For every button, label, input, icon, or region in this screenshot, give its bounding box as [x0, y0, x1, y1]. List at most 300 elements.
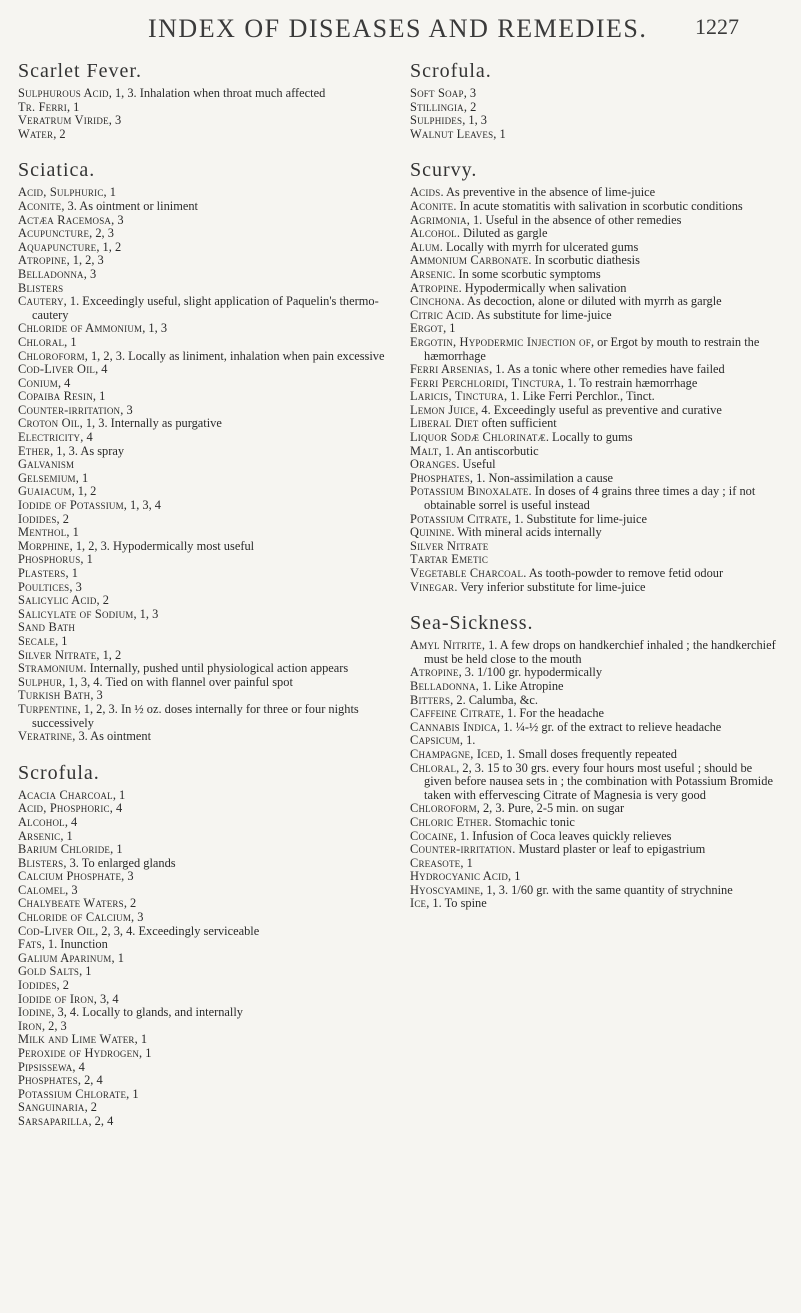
left-column — [18, 60, 390, 1147]
index-entry — [18, 1006, 390, 1020]
index-entry — [18, 730, 390, 744]
remedy-note: , 1 — [112, 787, 126, 802]
remedy-note: . Locally to gums — [545, 430, 633, 445]
index-entry — [18, 282, 390, 296]
remedy-note: , 3. 1/100 gr. hypodermically — [458, 665, 603, 680]
remedy-note: , 2, 4 — [88, 1113, 114, 1128]
remedy-name: Gold Salts — [18, 964, 80, 979]
remedy-note: , 1. To spine — [426, 896, 487, 911]
index-entry — [18, 268, 390, 282]
index-entry — [18, 843, 390, 857]
remedy-note: , 1 — [139, 1046, 152, 1060]
remedy-note: , 2. Calumba, &c. — [450, 692, 538, 707]
remedy-note: , 1 — [80, 552, 93, 567]
remedy-name: Chloroform — [18, 348, 85, 363]
remedy-name: Silver Nitrate — [410, 538, 489, 553]
remedy-name: Veratrum Viride — [18, 113, 109, 128]
remedy-name: Iron — [18, 1018, 42, 1033]
remedy-name: Laricis, Tinctura — [410, 389, 505, 404]
remedy-name: Acid, Phosphoric — [18, 801, 110, 816]
remedy-name: Ice — [410, 896, 427, 911]
remedy-name: Copaiba Resin — [18, 389, 93, 404]
remedy-name: Caffeine Citrate — [410, 706, 501, 721]
remedy-note: , 1, 2 — [96, 647, 122, 662]
remedy-name: Vinegar — [410, 579, 455, 594]
remedy-note: , 1 — [493, 126, 506, 141]
remedy-name: Secale — [18, 633, 56, 648]
remedy-name: Atropine — [410, 280, 459, 295]
remedy-name: Conium — [18, 375, 58, 390]
section-sea-sickness — [410, 612, 780, 911]
right-column — [410, 60, 780, 929]
remedy-note: , 1, 3. Inhalation when throat much affected — [108, 86, 326, 100]
index-entry — [18, 417, 390, 431]
remedy-note: , 1 — [75, 470, 89, 485]
index-entry — [18, 540, 390, 554]
remedy-name: Chalybeate Waters — [18, 896, 124, 911]
index-entry — [410, 485, 780, 512]
remedy-note: , 1 — [103, 185, 116, 200]
remedy-name: Cocaine — [410, 828, 454, 843]
page-number: 1227 — [695, 14, 739, 39]
remedy-note: , 3 — [90, 688, 103, 703]
index-entry — [18, 689, 390, 703]
remedy-name: Silver Nitrate — [18, 647, 97, 662]
remedy-name: Stramonium — [18, 661, 84, 676]
index-entry — [18, 295, 390, 322]
remedy-note: , 1. Inunction — [41, 937, 108, 952]
remedy-note: . Mustard plaster or leaf to epigastrium — [512, 842, 706, 857]
remedy-note: , 1 — [443, 321, 456, 336]
index-entry — [18, 128, 390, 142]
remedy-name: Chloral — [410, 760, 457, 775]
remedy-name: Sarsaparilla — [18, 1113, 89, 1128]
remedy-name: Aconite — [18, 198, 62, 213]
index-entry — [18, 830, 390, 844]
remedy-note: . Locally with myrrh for ulcerated gums — [439, 239, 639, 254]
remedy-name: Cautery — [18, 294, 64, 309]
remedy-name: Vegetable Charcoal — [410, 566, 524, 580]
remedy-name: Belladonna — [410, 678, 476, 693]
remedy-name: Tartar Emetic — [410, 552, 489, 567]
remedy-name: Acid, Sulphuric — [18, 185, 104, 200]
index-entry — [18, 390, 390, 404]
remedy-name: Potassium Citrate — [410, 511, 508, 526]
remedy-note: , 3 — [120, 402, 133, 417]
remedy-note: , 1 — [66, 525, 79, 540]
index-entry — [410, 431, 780, 445]
index-entry — [18, 1061, 390, 1075]
remedy-name: Iodides — [18, 978, 57, 993]
remedy-name: Turpentine — [18, 701, 78, 716]
index-entry — [410, 227, 780, 241]
index-entry — [18, 979, 390, 993]
index-entry — [410, 707, 780, 721]
remedy-note: , 1, 3 — [462, 113, 487, 128]
remedy-note: , 1 — [92, 389, 106, 404]
remedy-name: Acacia Charcoal — [18, 787, 113, 802]
remedy-note: . Diluted as gargle — [456, 226, 548, 241]
remedy-name: Blisters — [18, 855, 64, 870]
remedy-note: . In scorbutic diathesis — [528, 253, 640, 268]
remedy-name: Croton Oil — [18, 416, 80, 431]
remedy-note: , 2, 3. 15 to 30 grs. every four hours most useful ; should be given before nausea sets in ; the combination with Potassium Bromide taken with effervescing Citrate of Magnesia is very good — [424, 760, 773, 802]
remedy-note: , 2 — [96, 593, 109, 608]
remedy-name: Iodine — [18, 1005, 52, 1020]
remedy-note: , 2 — [53, 126, 66, 141]
index-entry — [18, 254, 390, 268]
remedy-note: , 3, 4 — [93, 991, 119, 1006]
index-entry — [18, 553, 390, 567]
remedy-note: , 1 — [460, 855, 473, 870]
index-entry — [18, 227, 390, 241]
index-entry — [18, 676, 390, 690]
remedy-note: . As preventive in the absence of lime-juice — [440, 185, 656, 200]
remedy-note: . Useful — [456, 457, 496, 472]
index-entry — [18, 114, 390, 128]
remedy-note: , 1, 3 — [142, 321, 168, 336]
index-entry — [410, 694, 780, 708]
remedy-name: Menthol — [18, 525, 67, 540]
remedy-name: Agrimonia — [410, 212, 467, 227]
index-entry — [18, 884, 390, 898]
index-entry — [410, 363, 780, 377]
remedy-note: , 1 — [60, 828, 73, 843]
remedy-note: , 2, 3. Pure, 2-5 min. on sugar — [476, 801, 625, 816]
remedy-name: Creasote — [410, 855, 461, 870]
index-entry — [410, 404, 780, 418]
index-entry — [410, 282, 780, 296]
remedy-note: , 3 — [69, 579, 82, 594]
remedy-note: , 3 — [463, 86, 477, 100]
index-entry — [18, 938, 390, 952]
index-entry — [18, 87, 390, 101]
remedy-note: , 2 — [463, 99, 477, 114]
index-entry — [18, 870, 390, 884]
remedy-name: Phosphorus — [18, 552, 81, 567]
index-entry — [18, 1115, 390, 1129]
remedy-name: Alum — [410, 239, 440, 254]
remedy-note: , 1 — [55, 633, 68, 648]
index-entry — [18, 649, 390, 663]
index-entry — [18, 1047, 390, 1061]
remedy-note: , 2, 4 — [77, 1073, 103, 1088]
remedy-note: , 3. As ointment — [72, 729, 152, 744]
remedy-note: , 1, 2, 3 — [66, 253, 104, 268]
remedy-note: , 1, 2, 3. Locally as liniment, inhalation when pain excessive — [84, 348, 385, 363]
remedy-note: , 3. To enlarged glands — [63, 855, 176, 870]
remedy-note: , 2, 3 — [89, 226, 114, 241]
remedy-name: Iodide of Potassium — [18, 498, 124, 513]
index-entry — [410, 417, 780, 431]
remedy-name: Peroxide of Hydrogen — [18, 1046, 140, 1060]
remedy-note: , 3 — [131, 910, 144, 925]
index-entry — [18, 1074, 390, 1088]
index-entry — [410, 114, 780, 128]
remedy-note: , 3 — [111, 212, 124, 227]
index-entry — [410, 666, 780, 680]
remedy-note: , 2 — [56, 511, 69, 526]
remedy-note: , 1. Exceedingly useful, slight application of Paquelin's thermo-cautery — [32, 294, 379, 322]
remedy-note: , 1. As a tonic where other remedies have failed — [489, 362, 725, 377]
index-entry — [410, 214, 780, 228]
remedy-name: Barium Chloride — [18, 842, 111, 857]
remedy-name: Bitters — [410, 692, 451, 707]
remedy-name: Alcohol — [410, 226, 457, 241]
index-entry — [410, 870, 780, 884]
remedy-note: , 1 — [508, 869, 521, 884]
index-entry — [18, 621, 390, 635]
remedy-name: Sanguinaria — [18, 1100, 85, 1115]
index-entry — [410, 445, 780, 459]
remedy-name: Malt — [410, 443, 439, 458]
remedy-note: , 4 — [57, 375, 71, 390]
remedy-note: , 3 — [121, 869, 134, 884]
remedy-name: Aquapuncture — [18, 239, 97, 254]
remedy-note: , 1 — [64, 334, 77, 349]
remedy-note: , 2 — [56, 978, 69, 993]
remedy-note: , 1, 3 — [133, 606, 159, 621]
index-entry — [18, 662, 390, 676]
remedy-note: . Very inferior substitute for lime-juice — [454, 579, 646, 594]
remedy-name: Gelsemium — [18, 470, 76, 485]
remedy-note: , 4 — [80, 430, 93, 445]
remedy-name: Pipsissewa — [18, 1059, 73, 1074]
index-entry — [410, 390, 780, 404]
index-entry — [18, 567, 390, 581]
remedy-note: . In acute stomatitis with salivation in scorbutic conditions — [453, 198, 743, 213]
remedy-note: . As decoction, alone or diluted with myrrh as gargle — [461, 294, 722, 309]
index-entry — [410, 254, 780, 268]
remedy-note: , 1. Useful in the absence of other remedies — [466, 212, 682, 227]
index-entry — [410, 734, 780, 748]
section-heading: Scrofula. — [410, 60, 492, 82]
index-entry — [410, 843, 780, 857]
remedy-name: Lemon Juice — [410, 402, 476, 417]
remedy-name: Milk and Lime Water — [18, 1032, 135, 1047]
remedy-note: , 2 — [123, 896, 137, 911]
remedy-name: Oranges — [410, 457, 457, 472]
remedy-note: , 1. Non-assimilation a cause — [469, 470, 614, 485]
index-entry — [18, 1101, 390, 1115]
index-entry — [410, 802, 780, 816]
index-entry — [410, 639, 780, 666]
remedy-name: Ergot — [410, 321, 444, 336]
index-entry — [410, 884, 780, 898]
index-entry — [18, 101, 390, 115]
section-sciatica — [18, 159, 390, 743]
page-title: INDEX OF DISEASES AND REMEDIES. — [148, 14, 648, 43]
index-entry — [410, 897, 780, 911]
remedy-name: Liquor Sodæ Chlorinatæ — [410, 430, 546, 445]
index-entry — [18, 350, 390, 364]
index-entry — [410, 186, 780, 200]
index-entry — [410, 128, 780, 142]
remedy-note: . Hypodermically when salivation — [458, 280, 627, 295]
index-entry — [410, 322, 780, 336]
remedy-note: , 1. Substitute for lime-juice — [507, 511, 647, 526]
index-entry — [18, 703, 390, 730]
remedy-note: , 1. An antiscorbutic — [438, 443, 539, 458]
remedy-note: . With mineral acids internally — [451, 525, 602, 540]
remedy-note: , 1. For the headache — [500, 706, 605, 721]
remedy-note: , 1, 2 — [96, 239, 122, 254]
index-entry — [410, 200, 780, 214]
remedy-name: Galvanism — [18, 457, 75, 472]
index-entry — [410, 830, 780, 844]
remedy-name: Atropine — [18, 253, 67, 268]
section-scarlet-fever — [18, 60, 390, 141]
index-entry — [18, 857, 390, 871]
remedy-note: , 2, 3, 4. Exceedingly serviceable — [95, 923, 260, 938]
remedy-name: Sulphides — [410, 113, 463, 128]
index-entry — [18, 635, 390, 649]
remedy-note: , 1. Small doses frequently repeated — [499, 746, 677, 761]
index-entry — [410, 336, 780, 363]
remedy-name: Aconite — [410, 198, 454, 213]
remedy-name: Walnut Leaves — [410, 126, 494, 141]
remedy-name: Chloride of Calcium — [18, 910, 132, 925]
remedy-name: Cod-Liver Oil — [18, 362, 96, 377]
section-heading: Sciatica. — [18, 159, 96, 182]
index-entry — [18, 581, 390, 595]
index-entry — [18, 816, 390, 830]
remedy-note: , 1, 3. 1/60 gr. with the same quantity of strychnine — [480, 882, 733, 897]
remedy-name: Plasters — [18, 566, 66, 580]
index-entry — [410, 87, 780, 101]
remedy-name: Blisters — [18, 280, 64, 295]
index-entry — [18, 1088, 390, 1102]
index-entry — [18, 200, 390, 214]
remedy-name: Soft Soap — [410, 86, 464, 100]
remedy-note: , 1 — [66, 99, 80, 114]
index-entry — [410, 309, 780, 323]
remedy-name: Belladonna — [18, 266, 84, 281]
index-entry — [410, 513, 780, 527]
index-entry — [18, 965, 390, 979]
remedy-note: , 1. Like Ferri Perchlor., Tinct. — [504, 389, 655, 404]
remedy-name: Iodide of Iron — [18, 991, 94, 1006]
remedy-name: Electricity — [18, 430, 81, 445]
index-entry — [18, 363, 390, 377]
remedy-note: , 1. — [459, 733, 476, 748]
remedy-name: Hydrocyanic Acid — [410, 869, 509, 884]
remedy-name: Alcohol — [18, 814, 65, 829]
remedy-name: Sand Bath — [18, 620, 76, 635]
remedy-note: , 4 — [95, 362, 108, 377]
remedy-note: , 4 — [64, 814, 78, 829]
remedy-note: , 3 — [108, 113, 122, 128]
remedy-name: Calcium Phosphate — [18, 869, 122, 884]
remedy-note: . As substitute for lime-juice — [470, 307, 612, 322]
remedy-note: . In some scorbutic symptoms — [452, 266, 601, 281]
index-entry — [18, 1020, 390, 1034]
remedy-name: Potassium Binoxalate — [410, 484, 529, 499]
index-entry — [18, 445, 390, 459]
remedy-name: Veratrine — [18, 729, 73, 744]
index-entry — [18, 499, 390, 513]
index-entry — [18, 526, 390, 540]
section-heading: Scrofula. — [18, 761, 100, 784]
remedy-name: Ferri Arsenias — [410, 362, 490, 377]
remedy-name: Calomel — [18, 882, 66, 897]
remedy-name: Actæa Racemosa — [18, 212, 112, 227]
index-entry — [410, 816, 780, 830]
remedy-name: Acids — [410, 185, 441, 200]
remedy-name: Hyoscyamine — [410, 882, 481, 897]
remedy-note: , 2 — [84, 1100, 97, 1115]
index-entry — [410, 581, 780, 595]
remedy-name: Arsenic — [18, 828, 61, 843]
index-entry — [410, 526, 780, 540]
remedy-name: Citric Acid — [410, 307, 471, 322]
remedy-name: Guaiacum — [18, 484, 72, 499]
index-entry — [18, 993, 390, 1007]
index-entry — [18, 608, 390, 622]
remedy-name: Stillingia — [410, 99, 464, 114]
remedy-note: , 1, 2 — [71, 484, 97, 499]
remedy-note: often sufficient — [478, 416, 557, 431]
section-heading: Sea-Sickness. — [410, 612, 534, 635]
remedy-name: Arsenic — [410, 266, 453, 281]
remedy-note: , 4 — [72, 1059, 85, 1074]
index-entry — [18, 186, 390, 200]
index-entry — [18, 431, 390, 445]
index-entry — [18, 336, 390, 350]
remedy-note: . As tooth-powder to remove fetid odour — [523, 566, 724, 580]
remedy-note: , 1 — [110, 842, 123, 857]
remedy-note: , 3. As ointment or liniment — [61, 198, 198, 213]
remedy-name: Iodides — [18, 511, 57, 526]
remedy-note: , 1, 3. Internally as purgative — [79, 416, 222, 431]
index-entry — [18, 458, 390, 472]
index-entry — [18, 1033, 390, 1047]
remedy-name: Champagne, Iced — [410, 746, 500, 761]
remedy-name: Ferri Perchloridi, Tinctura — [410, 375, 561, 390]
remedy-note: , 2, 3 — [41, 1018, 67, 1033]
index-entry — [18, 513, 390, 527]
remedy-name: Phosphates — [18, 1073, 78, 1088]
remedy-note: . Stomachic tonic — [488, 814, 575, 829]
remedy-note: , 4. Exceedingly useful as preventive and curative — [475, 402, 722, 417]
remedy-note: , 1, 2, 3. Hypodermically most useful — [69, 538, 255, 553]
remedy-note: , 1. A few drops on handkerchief inhaled ; the handkerchief must be held close to the mouth — [424, 638, 776, 666]
index-entry — [410, 748, 780, 762]
remedy-note: , 1 — [79, 964, 92, 979]
remedy-name: Chloric Ether — [410, 814, 489, 829]
remedy-name: Chloroform — [410, 801, 477, 816]
remedy-note: , 1, 2, 3. In ½ oz. doses internally for three or four nights successively — [32, 701, 359, 730]
index-entry — [18, 594, 390, 608]
remedy-name: Water — [18, 126, 54, 141]
index-entry — [18, 322, 390, 336]
remedy-name: Turkish Bath — [18, 688, 91, 703]
index-entry — [18, 377, 390, 391]
remedy-name: Potassium Chlorate — [18, 1086, 127, 1101]
remedy-name: Morphine — [18, 538, 70, 553]
remedy-name: Poultices — [18, 579, 70, 594]
index-entry — [410, 857, 780, 871]
remedy-name: Cannabis Indica — [410, 719, 497, 734]
remedy-note: , 1 — [111, 950, 124, 965]
index-entry — [410, 567, 780, 581]
remedy-note: , 1, 3, 4 — [123, 498, 161, 513]
index-entry — [410, 241, 780, 255]
remedy-name: Sulphur — [18, 674, 63, 689]
remedy-note: . Internally, pushed until physiological action appears — [83, 661, 349, 676]
remedy-note: , 1 — [65, 566, 78, 580]
remedy-name: Sulphurous Acid — [18, 86, 109, 100]
